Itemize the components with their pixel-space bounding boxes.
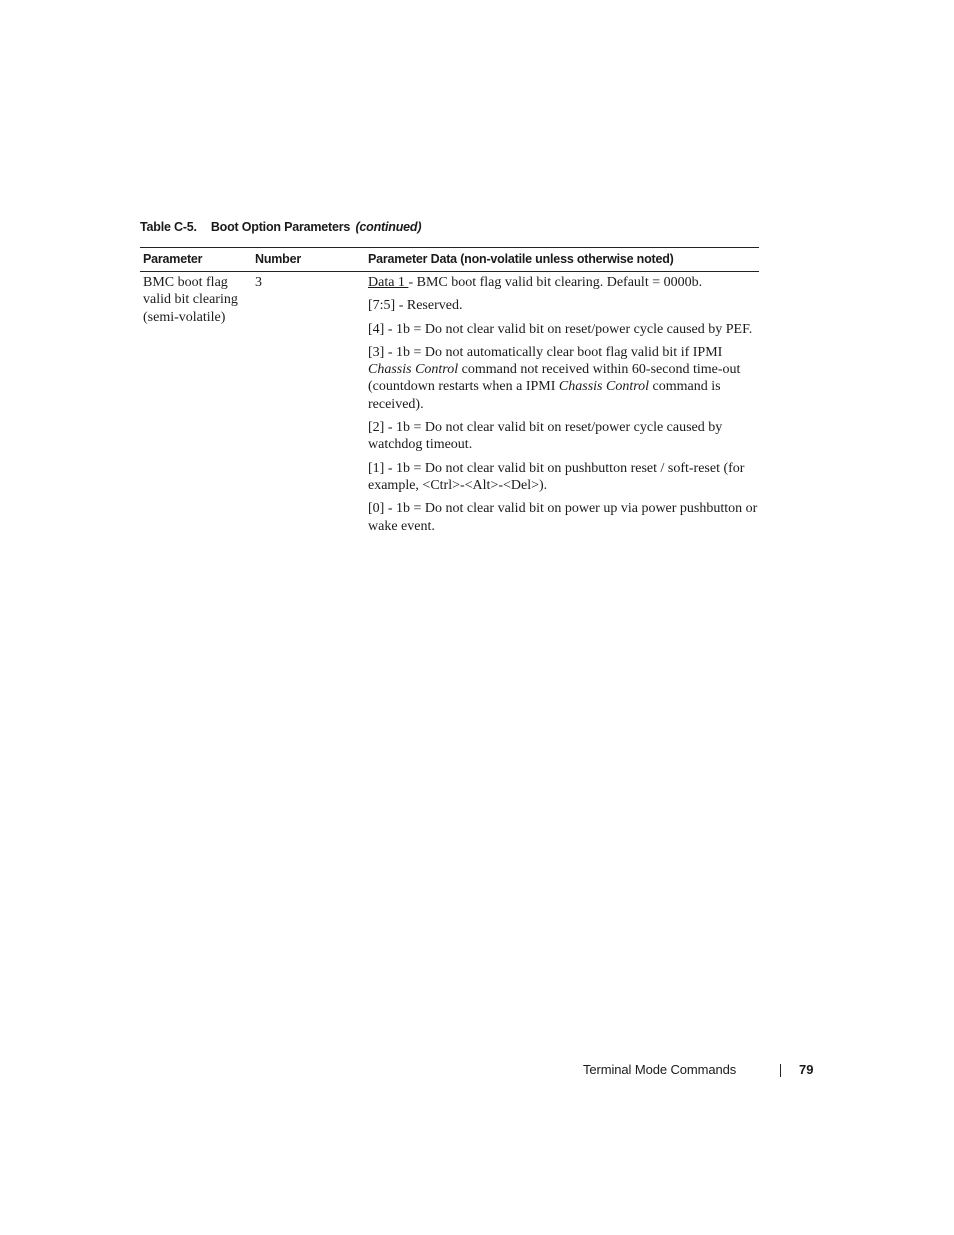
cell-number: 3 xyxy=(255,275,262,290)
table-header-rule xyxy=(140,271,759,272)
data-paragraph-4: [3] - 1b = Do not automatically clear boot flag valid bit if IPMI Chassis Control command not received within 60-second time-out (countdown restarts when a IPMI Chassis Control command is received). xyxy=(368,344,741,412)
header-number: Number xyxy=(255,252,302,266)
data-paragraph-7: [0] - 1b = Do not clear valid bit on power up via power pushbutton or wake event. xyxy=(368,501,758,534)
parameter-line: BMC boot flag xyxy=(143,275,228,290)
cell-parameter xyxy=(143,274,251,326)
data-1-link: Data 1 xyxy=(368,275,409,290)
parameter-line: valid bit clearing xyxy=(143,292,238,308)
footer-section-title: Terminal Mode Commands xyxy=(583,1062,737,1077)
data-paragraph-1: Data 1 - BMC boot flag valid bit clearing. Default = 0000b. xyxy=(368,275,703,290)
caption-label: Table C-5. xyxy=(140,220,197,234)
page-number: 79 xyxy=(799,1062,814,1077)
header-parameter: Parameter xyxy=(143,252,203,266)
data-paragraph-3: [4] - 1b = Do not clear valid bit on reset/power cycle caused by PEF. xyxy=(368,321,753,337)
caption-continued: (continued) xyxy=(355,220,422,234)
data-paragraph-2: [7:5] - Reserved. xyxy=(368,298,463,314)
footer-separator xyxy=(780,1064,781,1077)
parameter-line: (semi-volatile) xyxy=(143,309,226,325)
data-paragraph-5: [2] - 1b = Do not clear valid bit on reset/power cycle caused by watchdog timeout. xyxy=(368,420,723,453)
table-top-rule xyxy=(140,247,759,248)
header-parameter-data: Parameter Data (non-volatile unless otherwise noted) xyxy=(368,252,674,266)
data-paragraph-6: [1] - 1b = Do not clear valid bit on pushbutton reset / soft-reset (for example, <Ctrl>-<Alt>-<Del>). xyxy=(368,460,745,493)
cell-parameter-data xyxy=(368,274,760,541)
caption-title: Boot Option Parameters xyxy=(210,220,351,234)
table-caption xyxy=(140,220,421,234)
